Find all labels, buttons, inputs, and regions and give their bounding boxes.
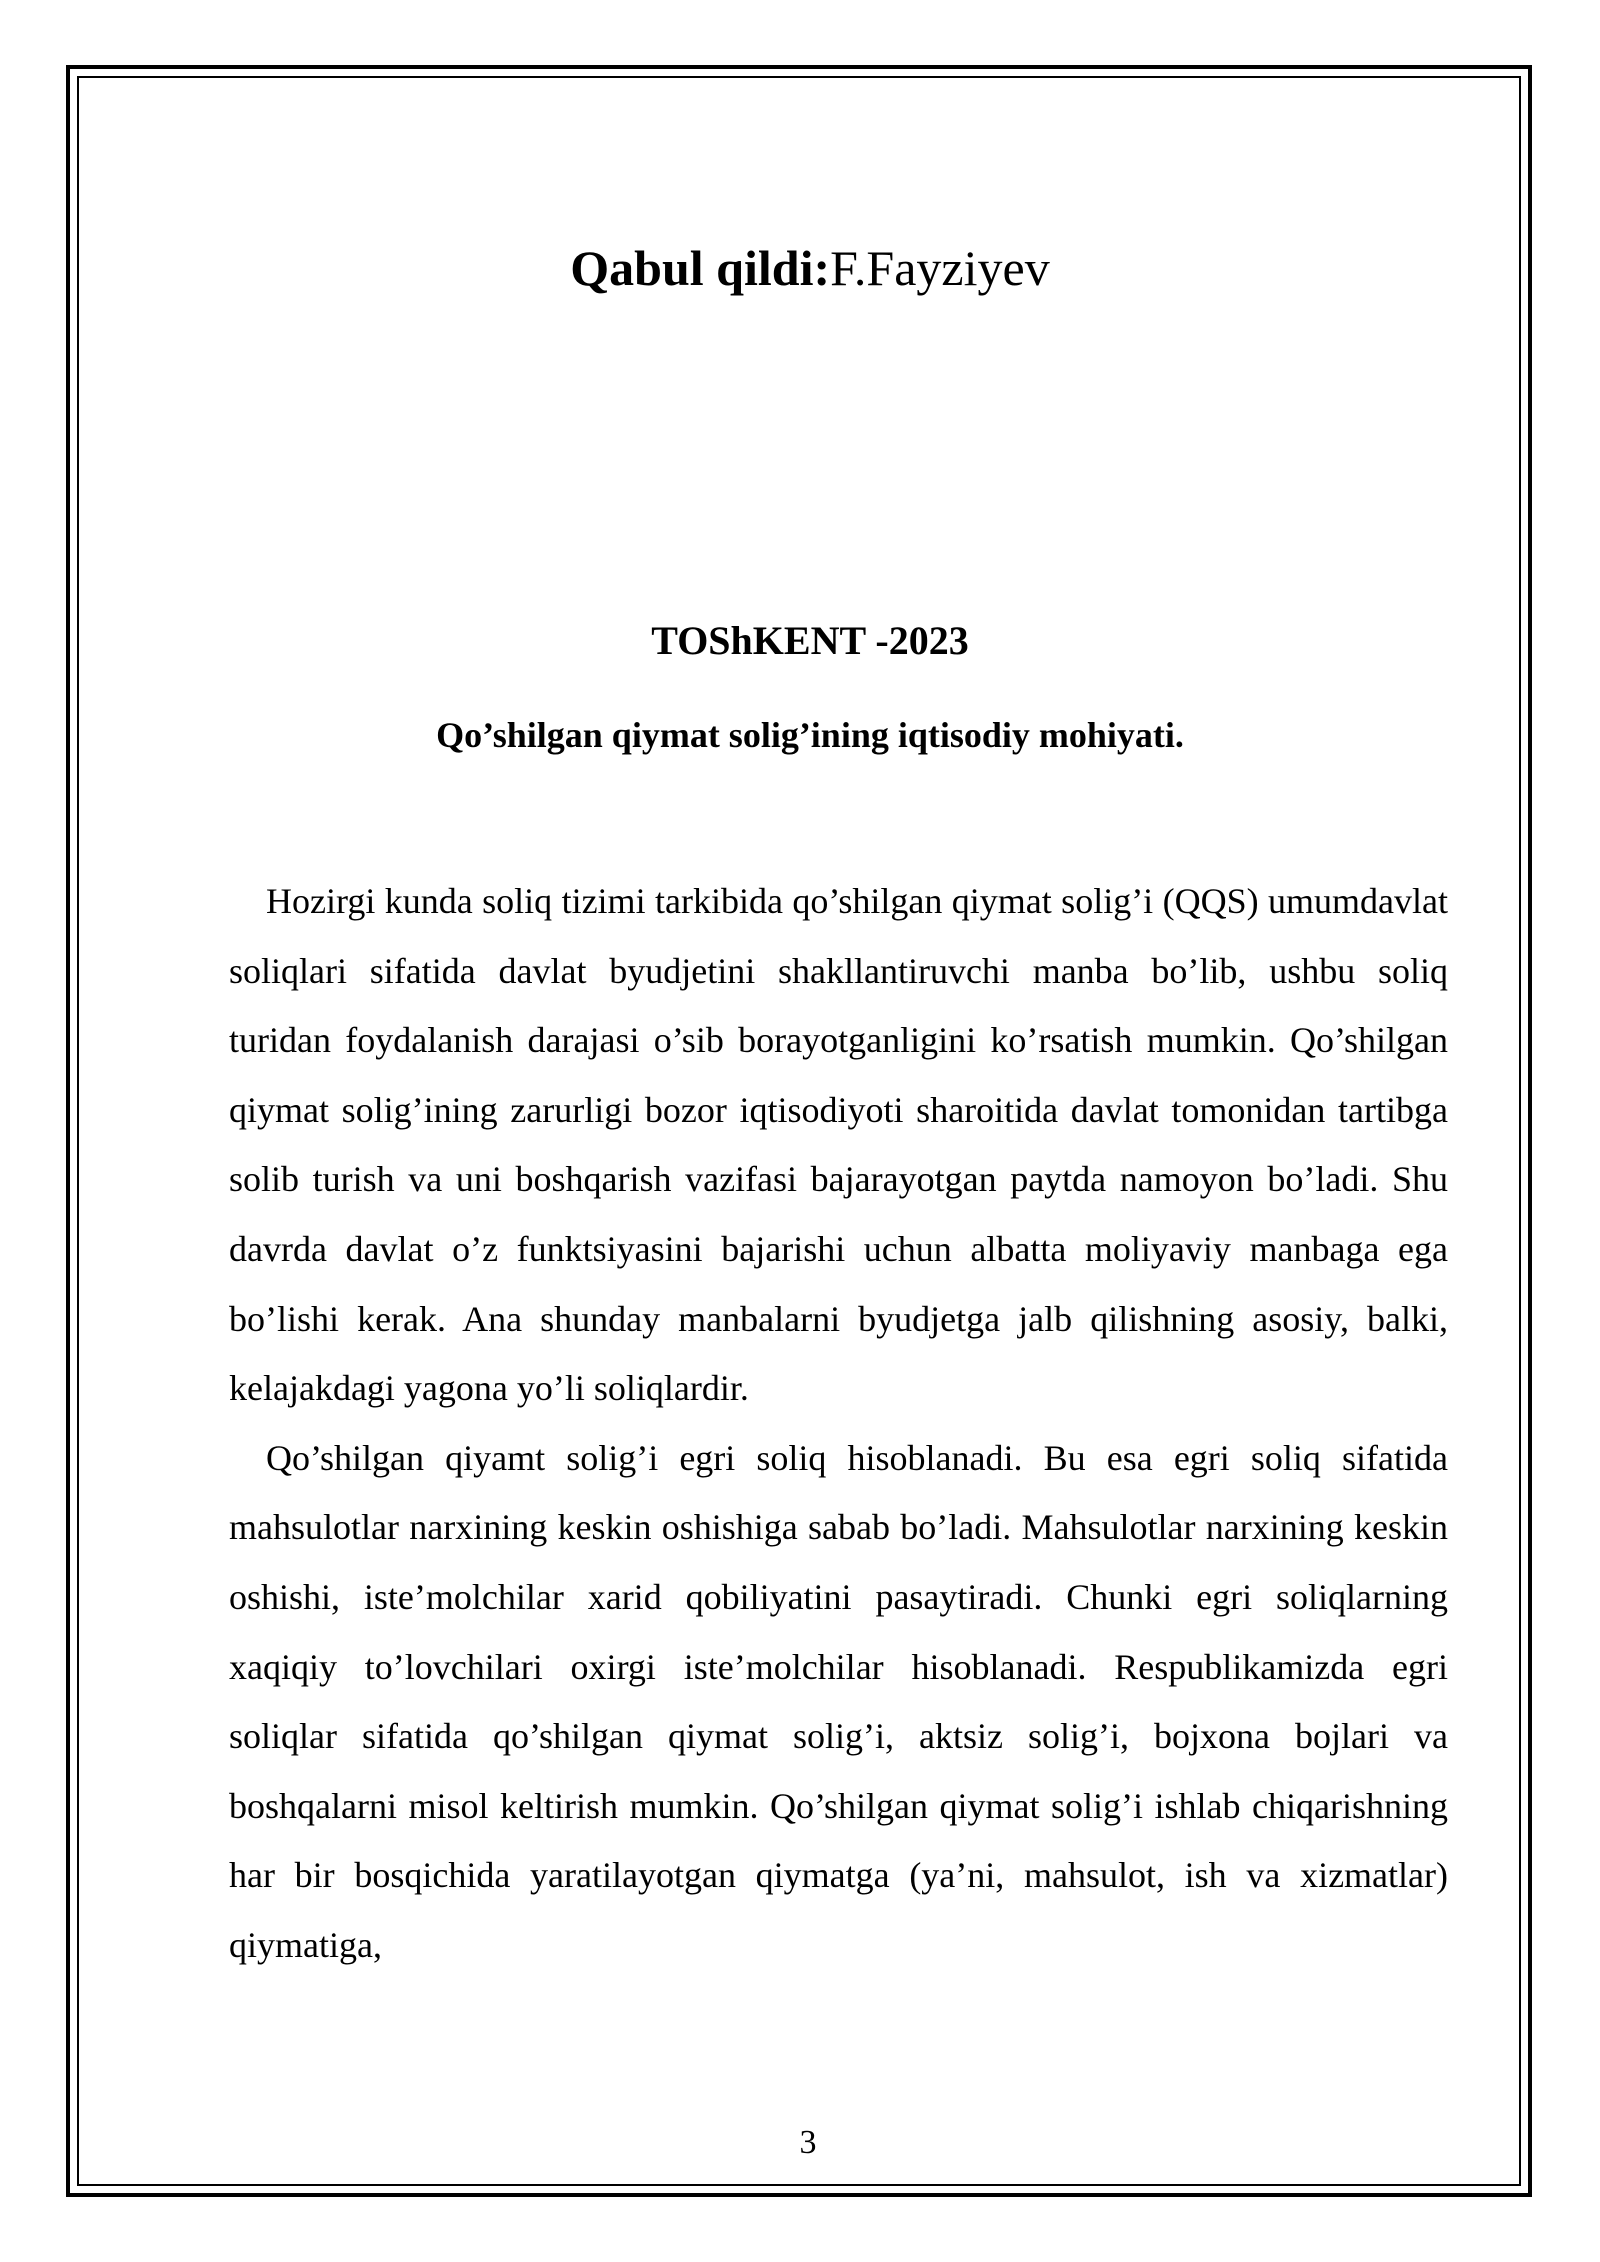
paragraph: Qo’shilgan qiyamt solig’i egri soliq hisoblanadi. Bu esa egri soliq sifatida mahsulotlar narxining keskin oshishiga sabab bo’ladi. Mahsulotlar narxining keskin oshishi, iste’molchilar xarid qobiliyatini pasaytiradi. Chunki egri soliqlarning xaqiqiy to’lovchilari oxirgi iste’molchilar hisoblanadi. Respublikamizda egri soliqlar sifatida qo’shilgan qiymat solig’i, aktsiz solig’i, bojxona bojlari va boshqalarni misol keltirish mumkin. Qo’shilgan qiymat solig’i ishlab chiqarishning har bir bosqichida yaratilayotgan qiymatga (ya’ni, mahsulot, ish va xizmatlar) qiymatiga, [229,1437,1448,1965]
received-by-name: F.Fayziyev [830,240,1050,296]
paragraph: Hozirgi kunda soliq tizimi tarkibida qo’shilgan qiymat solig’i (QQS) umumdavlat soliqlari sifatida davlat byudjetini shakllantiruvchi manba bo’lib, ushbu soliq turidan foydalanish darajasi o’sib borayotganligini ko’rsatish mumkin. Qo’shilgan qiymat solig’ining zarurligi bozor iqtisodiyoti sharoitida davlat tomonidan tartibga solib turish va uni boshqarish vazifasi bajarayotgan paytda namoyon bo’ladi. Shu davrda davlat o’z funktsiyasini bajarishi uchun albatta moliyaviy manbaga ega bo’lishi kerak. Ana shunday manbalarni byudjetga jalb qilishning asosiy, balki, kelajakdagi yagona yo’li soliqlardir. [229,881,1448,1409]
body-text [229,867,1448,1981]
section-heading: Qo’shilgan qiymat solig’ining iqtisodiy mohiyati. [436,715,1184,755]
received-by-line [0,236,1600,300]
received-by-label: Qabul qildi: [570,240,831,296]
city-year: TOShKENT -2023 [651,618,969,663]
page-number: 3 [799,2124,817,2161]
